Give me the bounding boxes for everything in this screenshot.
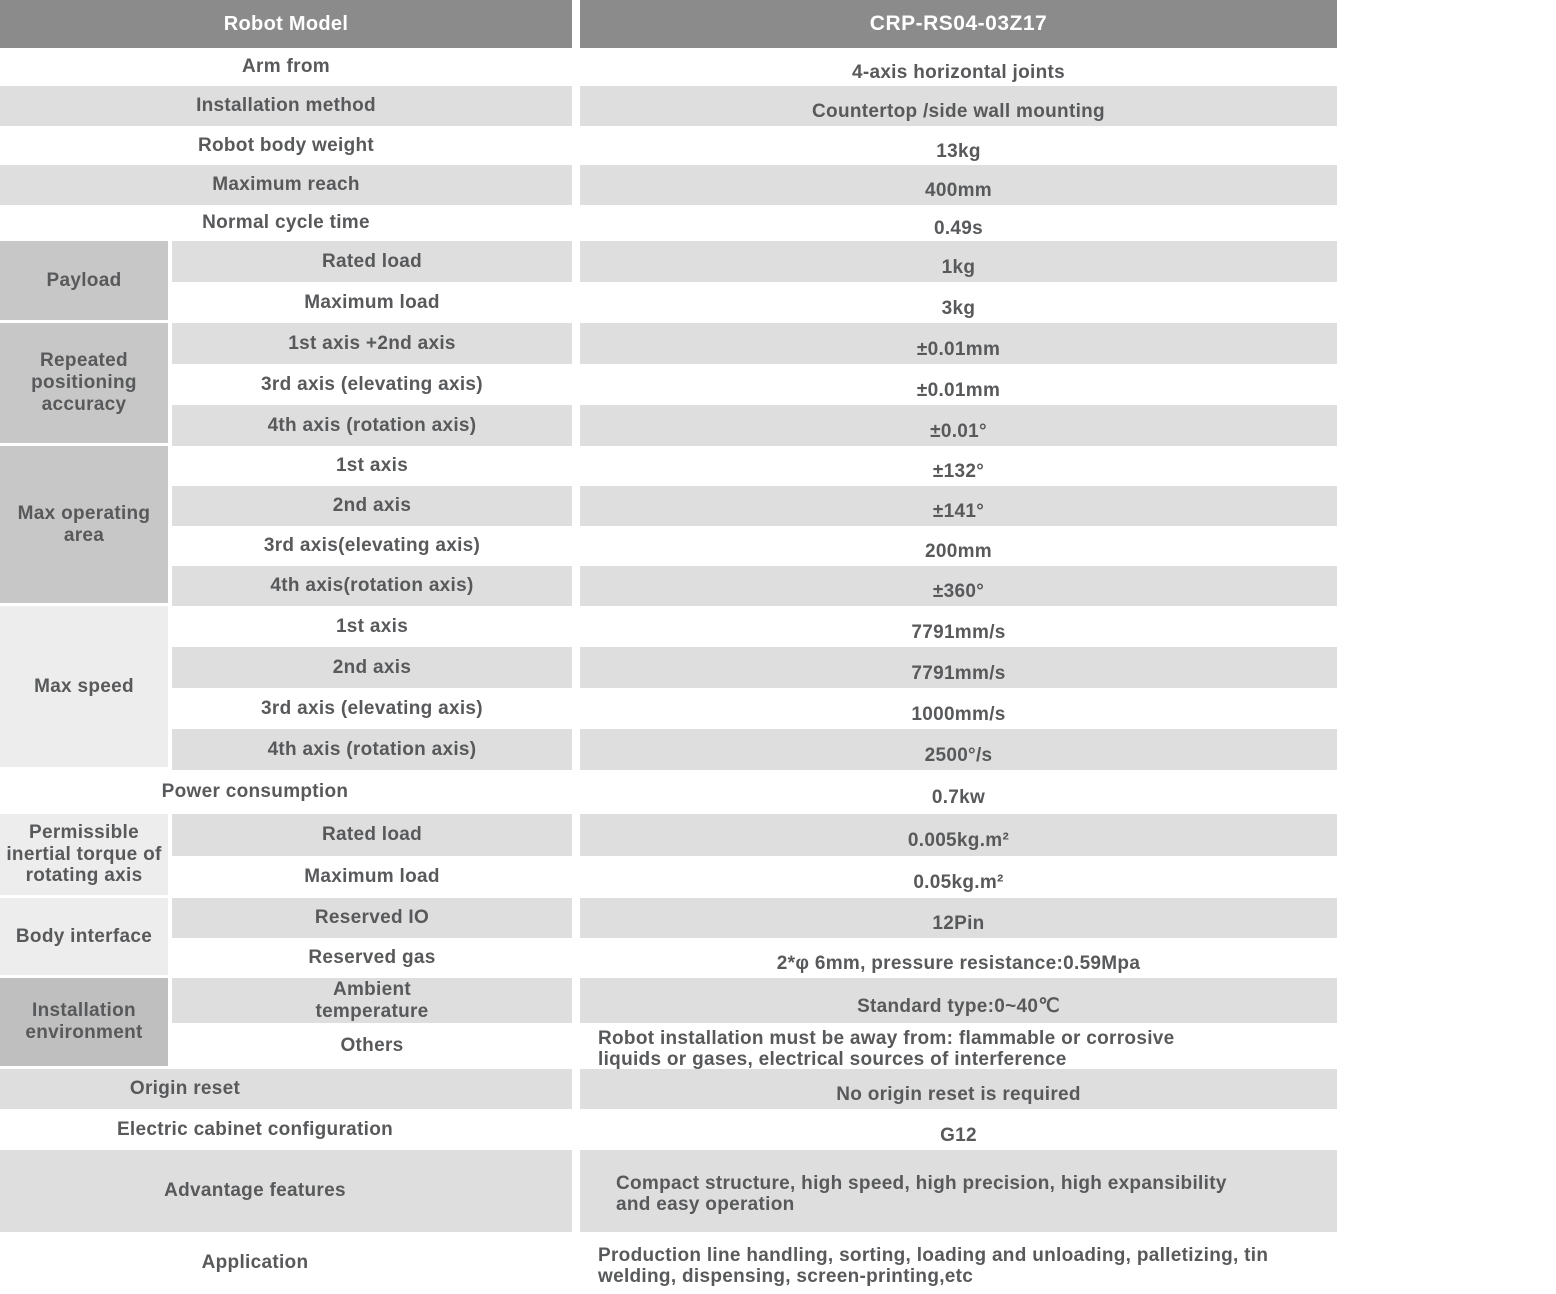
row-value: 3kg <box>580 282 1337 323</box>
row-label: Reserved IO <box>172 898 572 938</box>
section-payload <box>0 241 1337 323</box>
row-label: Power consumption <box>0 770 572 814</box>
row-label: 4th axis (rotation axis) <box>172 729 572 770</box>
table-row <box>0 205 1337 241</box>
row-value: Production line handling, sorting, loading and unloading, palletizing, tin welding, dispensing, screen-printing,etc <box>580 1232 1337 1294</box>
row-label: 3rd axis(elevating axis) <box>172 526 572 566</box>
row-label: 3rd axis (elevating axis) <box>172 688 572 729</box>
row-value: ±132° <box>580 446 1337 486</box>
group-label-payload: Payload <box>0 241 168 323</box>
row-value: No origin reset is required <box>580 1069 1337 1109</box>
table-row <box>172 688 1337 729</box>
table-row <box>172 814 1337 856</box>
row-value: G12 <box>580 1109 1337 1150</box>
row-label: 1st axis <box>172 446 572 486</box>
row-value: 7791mm/s <box>580 606 1337 647</box>
row-label: Reserved gas <box>172 938 572 978</box>
row-value: 0.05kg.m² <box>580 856 1337 898</box>
row-label: Robot body weight <box>0 126 572 165</box>
row-label: Ambient temperature <box>172 978 572 1023</box>
row-label: 2nd axis <box>172 647 572 688</box>
row-value: Standard type:0~40℃ <box>580 978 1337 1023</box>
table-row <box>172 241 1337 282</box>
row-value: 13kg <box>580 126 1337 165</box>
group-label-operating: Max operating area <box>0 446 168 606</box>
table-row <box>172 526 1337 566</box>
table-row <box>0 165 1337 205</box>
section-body-interface <box>0 898 1337 978</box>
row-value: ±0.01mm <box>580 364 1337 405</box>
row-label: Installation method <box>0 86 572 126</box>
row-value: 4-axis horizontal joints <box>580 48 1337 86</box>
table-row <box>0 1069 1337 1109</box>
row-value: 1kg <box>580 241 1337 282</box>
table-row <box>172 898 1337 938</box>
row-value: 400mm <box>580 165 1337 205</box>
table-row <box>0 1150 1337 1232</box>
row-label: Maximum load <box>172 856 572 898</box>
table-row <box>172 282 1337 323</box>
group-label-interface: Body interface <box>0 898 168 978</box>
table-row <box>0 1232 1337 1294</box>
table-row <box>0 1109 1337 1150</box>
table-row <box>172 1023 1337 1069</box>
row-value: 0.7kw <box>580 770 1337 814</box>
section-max-operating-area <box>0 446 1337 606</box>
group-label-accuracy: Repeated positioning accuracy <box>0 323 168 446</box>
table-row <box>0 126 1337 165</box>
row-label: Origin reset <box>0 1069 572 1109</box>
table-row <box>172 938 1337 978</box>
row-label: Others <box>172 1023 572 1069</box>
table-row <box>172 364 1337 405</box>
header-model-value: CRP-RS04-03Z17 <box>580 0 1337 48</box>
table-row <box>172 405 1337 446</box>
row-label: 4th axis (rotation axis) <box>172 405 572 446</box>
row-label: 2nd axis <box>172 486 572 526</box>
row-value: ±0.01mm <box>580 323 1337 364</box>
row-value: Countertop /side wall mounting <box>580 86 1337 126</box>
row-value: ±0.01° <box>580 405 1337 446</box>
section-max-speed <box>0 606 1337 770</box>
row-value: 7791mm/s <box>580 647 1337 688</box>
row-label: Rated load <box>172 814 572 856</box>
row-value: 0.49s <box>580 205 1337 241</box>
header-model-label: Robot Model <box>0 0 572 48</box>
table-row <box>172 566 1337 606</box>
row-label: Arm from <box>0 48 572 86</box>
table-row <box>0 48 1337 86</box>
table-row <box>172 606 1337 647</box>
section-inertial-torque <box>0 814 1337 898</box>
row-label: 4th axis(rotation axis) <box>172 566 572 606</box>
table-row <box>172 486 1337 526</box>
row-label: Electric cabinet configuration <box>0 1109 572 1150</box>
table-row <box>172 856 1337 898</box>
section-repeated-positioning-accuracy <box>0 323 1337 446</box>
table-row <box>172 647 1337 688</box>
row-value: Compact structure, high speed, high precision, high expansibility and easy operation <box>580 1150 1337 1232</box>
row-value: ±141° <box>580 486 1337 526</box>
group-label-torque: Permissible inertial torque of rotating axis <box>0 814 168 898</box>
row-value: 200mm <box>580 526 1337 566</box>
row-label: Normal cycle time <box>0 205 572 241</box>
table-row <box>0 770 1337 814</box>
row-label: Advantage features <box>0 1150 572 1232</box>
row-value: ±360° <box>580 566 1337 606</box>
row-label: 3rd axis (elevating axis) <box>172 364 572 405</box>
row-value: 12Pin <box>580 898 1337 938</box>
row-label: Maximum load <box>172 282 572 323</box>
row-value: Robot installation must be away from: flammable or corrosive liquids or gases, electrical sources of interference <box>580 1023 1337 1069</box>
table-header-row <box>0 0 1337 48</box>
row-label: Maximum reach <box>0 165 572 205</box>
row-label: Application <box>0 1232 572 1294</box>
row-label: 1st axis +2nd axis <box>172 323 572 364</box>
row-value: 2*φ 6mm, pressure resistance:0.59Mpa <box>580 938 1337 978</box>
row-value: 2500°/s <box>580 729 1337 770</box>
row-label: 1st axis <box>172 606 572 647</box>
table-row <box>172 729 1337 770</box>
row-value: 1000mm/s <box>580 688 1337 729</box>
table-row <box>172 978 1337 1023</box>
group-label-environment: Installation environment <box>0 978 168 1069</box>
table-row <box>172 323 1337 364</box>
table-row <box>172 446 1337 486</box>
group-label-speed: Max speed <box>0 606 168 770</box>
section-installation-environment <box>0 978 1337 1069</box>
table-row <box>0 86 1337 126</box>
row-label: Rated load <box>172 241 572 282</box>
row-value: 0.005kg.m² <box>580 814 1337 856</box>
